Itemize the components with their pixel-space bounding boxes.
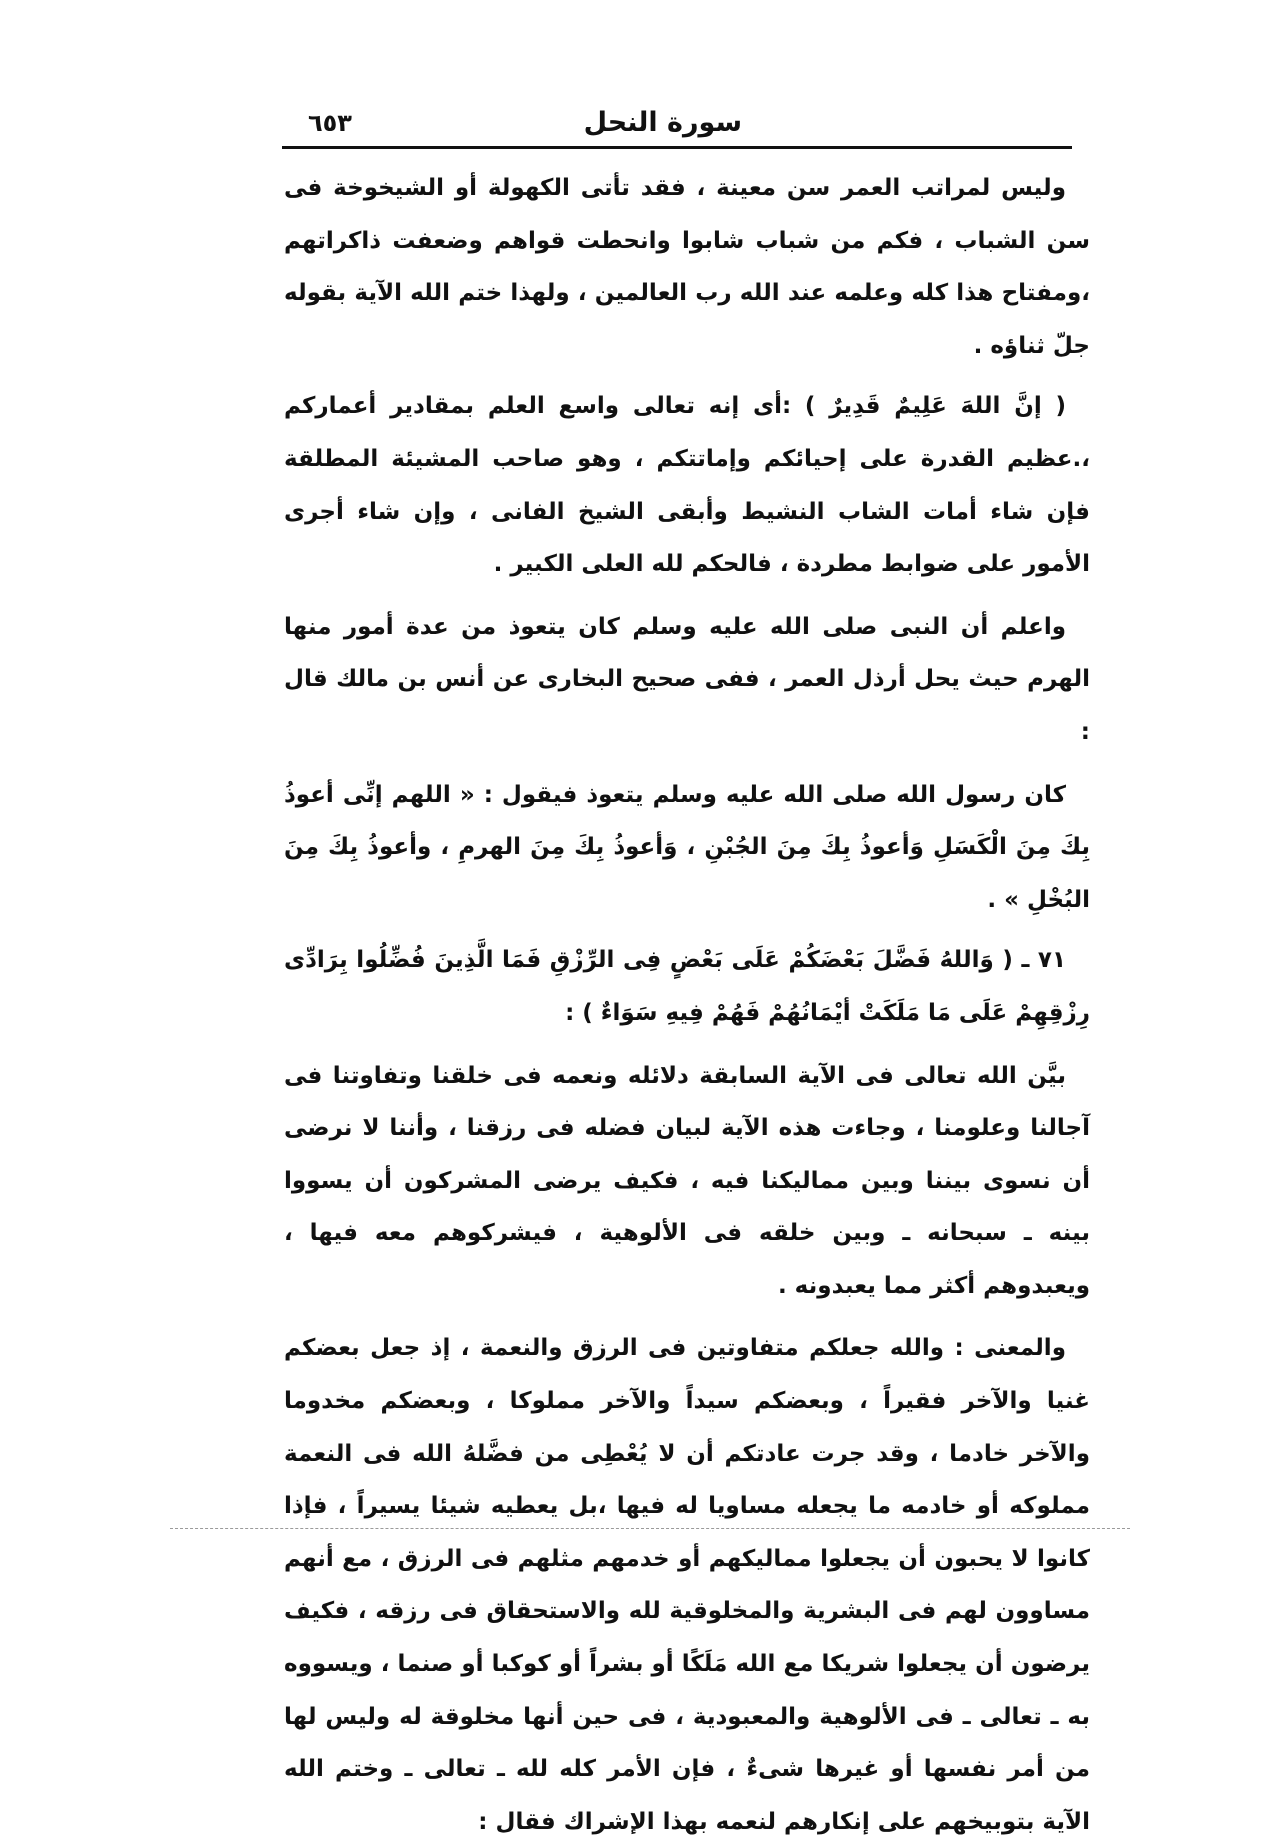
paragraph-verse-71: ٧١ ـ ( وَاللهُ فَضَّلَ بَعْضَكُمْ عَلَى بَعْضٍ فِى الرِّزْقِ فَمَا الَّذِينَ فُضِّلُوا بِرَادِّى رِزْقِهِمْ عَلَى مَا مَلَكَتْ أيْمَانُهُمْ فَهُمْ فِيهِ سَوَاءٌ ) : xyxy=(284,947,1090,1026)
paragraph-explanation: بيَّن الله تعالى فى الآية السابقة دلائله ونعمه فى خلقنا وتفاوتنا فى آجالنا وعلومنا ، وجاءت هذه الآية لبيان فضله فى رزقنا ، وأننا لا نرضى أن نسوى بيننا وبين مماليكنا فيه ، فكيف يرضى المشركون أن يسووا بينه ـ سبحانه ـ وبين خلقه فى الألوهية ، فيشركوهم معه فيها ، ويعبدوهم أكثر مما يعبدونه . xyxy=(284,1062,1090,1299)
paragraph-prophet-refuge: واعلم أن النبى صلى الله عليه وسلم كان يتعوذ من عدة أمور منها الهرم حيث يحل أرذل العمر ، ففى صحيح البخارى عن أنس بن مالك قال : xyxy=(284,613,1090,745)
header-divider xyxy=(282,146,1072,149)
page-number: ٦٥٣ xyxy=(308,109,352,137)
scan-edge-line xyxy=(170,1528,1130,1529)
paragraph-hadith: كان رسول الله صلى الله عليه وسلم يتعوذ فيقول : « اللهم إنِّى أعوذُ بِكَ مِنَ الْكَسَلِ وَأعوذُ بِكَ مِنَ الجُبْنِ ، وَأعوذُ بِكَ مِنَ الهرمِ ، وأعوذُ بِكَ مِنَ البُخْلِ » . xyxy=(284,781,1090,913)
page-body xyxy=(284,162,1090,1848)
paragraph-age-stages: وليس لمراتب العمر سن معينة ، فقد تأتى الكهولة أو الشيخوخة فى سن الشباب ، فكم من شباب شابوا وانحطت قواهم وضعفت ذاكراتهم ،ومفتاح هذا كله وعلمه عند الله رب العالمين ، ولهذا ختم الله الآية بقوله جلّ ثناؤه . xyxy=(284,175,1090,359)
paragraph-verse-commentary: ( إنَّ اللهَ عَلِيمٌ قَدِيرٌ ) :أى إنه تعالى واسع العلم بمقادير أعماركم ،.عظيم القدرة على إحيائكم وإماتتكم ، وهو صاحب المشيئة المطلقة فإن شاء أمات الشاب النشيط وأبقى الشيخ الفانى ، وإن شاء أجرى الأمور على ضوابط مطردة ، فالحكم لله العلى الكبير . xyxy=(284,393,1090,578)
paragraph-meaning: والمعنى : والله جعلكم متفاوتين فى الرزق والنعمة ، إذ جعل بعضكم غنيا والآخر فقيراً ، وبعضكم سيداً والآخر مملوكا ، وبعضكم مخدوما والآخر خادما ، وقد جرت عادتكم أن لا يُعْطِى من فضَّلهُ الله فى النعمة مملوكه أو خادمه ما يجعله مساويا له فيها ،بل يعطيه شيئا يسيراً ، فإذا كانوا لا يحبون أن يجعلوا مماليكهم أو خدمهم مثلهم فى الرزق ، مع أنهم مساوون لهم فى البشرية والمخلوقية لله والاستحقاق فى رزقه ، فكيف يرضون أن يجعلوا شريكا مع الله مَلَكًا أو بشراً أو كوكبا أو صنما ، ويسووه به ـ تعالى ـ فى الألوهية والمعبودية ، فى حين أنها مخلوقة له وليس لها من أمر نفسها أو غيرها شىءٌ ، فإن الأمر كله لله ـ تعالى ـ وختم الله الآية بتوبيخهم على إنكارهم لنعمه بهذا الإشراك فقال : xyxy=(284,1335,1090,1835)
surah-title: سورة النحل xyxy=(583,107,742,138)
running-header xyxy=(282,98,1072,148)
